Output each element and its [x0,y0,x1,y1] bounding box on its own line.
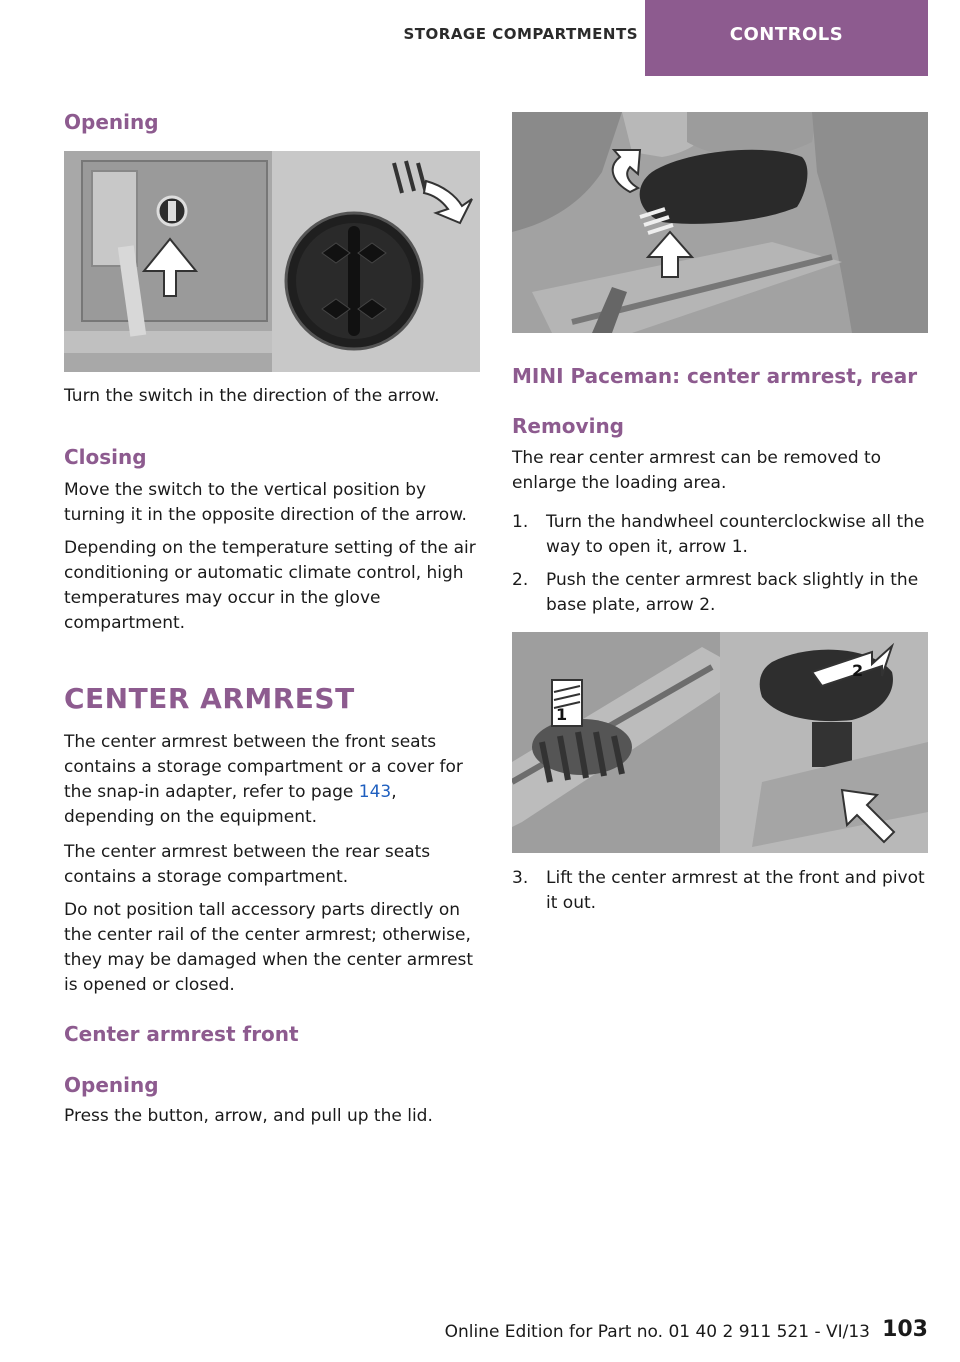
closing-instruction: Move the switch to the vertical position by turning it in the opposite direction of the arrow. [64,480,467,525]
opening-instruction: Turn the switch in the direction of the arrow. [64,386,440,406]
page-143-link[interactable]: 143 [358,782,392,802]
running-header-section: STORAGE COMPARTMENTS [403,25,638,43]
step-text: Turn the handwheel counterclockwise all the way to open it, arrow 1. [546,512,925,557]
chapter-tab-label: CONTROLS [729,24,844,45]
removing-heading: Removing [512,414,624,438]
caution-note: Do not position tall accessory parts directly on the center rail of the center armrest; otherwise, they may be damaged when the center armrest is opened or closed. [64,900,474,995]
step-text: Lift the center armrest at the front and pivot it out. [546,868,925,913]
glove-box-switch-figure [64,151,480,372]
page-number: 103 [882,1317,928,1342]
center-armrest-heading: CENTER ARMREST [64,682,355,715]
figure-arrow-label-2: 2 [852,661,864,680]
armrest-description-pre: The center armrest between the front seats contains a storage compartment or a cover for the snap-in adapter, refer to page [64,732,463,802]
figure-arrow-label-1: 1 [556,705,568,724]
armrest-description-post: , depending on the equipment. [64,782,397,827]
front-armrest-figure [512,112,928,333]
opening-heading: Opening [64,110,159,134]
chapter-tab [645,0,928,76]
step-number: 2. [512,570,529,590]
step-text: Push the center armrest back slightly in the base plate, arrow 2. [546,570,919,615]
edition-note: Online Edition for Part no. 01 40 2 911 521 - VI/13 [444,1322,870,1342]
temperature-note: Depending on the temperature setting of the air conditioning or automatic climate control, high temperatures may occur in the glove compartment. [64,538,476,633]
front-opening-instruction: Press the button, arrow, and pull up the lid. [64,1106,433,1126]
removing-text: The rear center armrest can be removed to enlarge the loading area. [512,448,882,493]
front-opening-heading: Opening [64,1073,159,1097]
center-armrest-front-heading: Center armrest front [64,1022,299,1046]
rear-armrest-note: The center armrest between the rear seats contains a storage compartment. [64,842,431,887]
armrest-description [64,730,480,830]
rear-armrest-figure [512,632,928,853]
closing-heading: Closing [64,445,147,469]
paceman-heading: MINI Paceman: center armrest, rear [512,364,918,388]
step-number: 1. [512,512,529,532]
step-number: 3. [512,868,529,888]
